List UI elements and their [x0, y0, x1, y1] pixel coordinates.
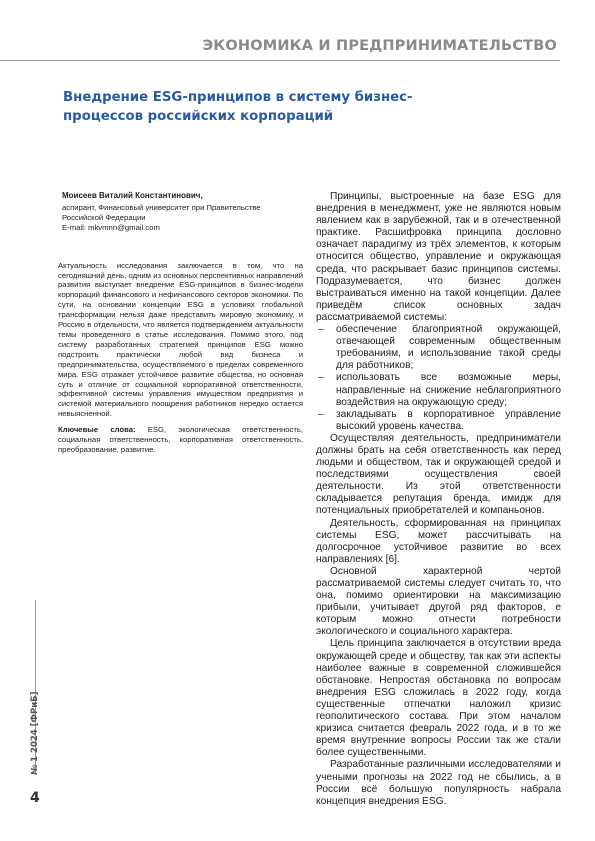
keywords — [58, 425, 303, 455]
body-paragraph: Деятельность, сформированная на принципах системы ESG, может рассчитывать на долгосрочное устойчивое развитие во всех направлениях [6]. — [316, 517, 561, 565]
body-paragraph: Основной характерной чертой рассматриваемой системы следует считать то, что она, помимо ориентировки на максимизацию прибыли, учитывает другой ряд факторов, е которым можно отнести потребности экологического и социального характера. — [316, 565, 561, 638]
issue-label: № 1 2024 [ФРиБ] — [30, 691, 40, 775]
body-paragraph: Принципы, выстроенные на базе ESG для внедрения в менеджмент, уже не являются новым явлением как в зарубежной, так и в отечественной практике. Расшифровка принципа дословно означает парадигму из трёх элементов, к которым относится общество, управление и окружающая среда, что раскрывает базис принципов системы. Подразумевается, что бизнес должен выстраиваться именно на такой концепции. Далее приведём список основных задач рассматриваемой системы: — [316, 191, 561, 323]
page-number: 4 — [30, 790, 40, 806]
list-item: – закладывать в корпоративное управление высокий уровень качества. — [318, 408, 561, 432]
body-text — [316, 191, 561, 808]
author-affiliation: аспирант, Финансовый университет при Правительстве Российской Федерации — [62, 202, 261, 222]
author-block — [58, 191, 303, 233]
list-item: – использовать все возможные меры, направленные на снижение неблагоприятного воздействия на окружающую среду; — [318, 372, 561, 408]
body-paragraph: Осуществляя деятельность, предприниматели должны брать на себя ответственность как перед людьми и обществом, так и окружающей средой и последствиями осуществления своей деятельности. Из этой ответственности складывается репутация бренда, имидж для потенциальных приобретателей и компаньонов. — [316, 432, 561, 517]
list-dash: – — [318, 324, 324, 336]
section-title: ЭКОНОМИКА И ПРЕДПРИНИМАТЕЛЬСТВО — [202, 38, 557, 54]
body-paragraph: Цель принципа заключается в отсутствии вреда окружающей среде и обществу, так как эти аспекты наиболее важные в современной сложившейся обстановке. Непростая обстановка по вопросам внедрения ESG сложилась в 2022 году, когда существенные отпечатки наложил кризис геополитического состава. При этом началом кризиса считается февраль 2022 года, и в то же время внутренние вопросы России так же стали более существенными. — [316, 638, 561, 759]
left-column — [58, 191, 303, 455]
body-paragraph: Разработанные различными исследователями и учеными прогнозы на 2022 год не сбылись, а в России всё большую популярность набрала концепция внедрения ESG. — [316, 759, 561, 807]
header-divider — [0, 60, 560, 61]
task-list — [316, 324, 561, 433]
list-item: – обеспечение благоприятной окружающей, отвечающей современным общественным требованиям, и использование такой среды для работников; — [318, 324, 561, 372]
abstract: Актуальность исследования заключается в том, что на сегодняшний день, одним из основных перспективных направлений развития выступает внедрение ESG-принципов в бизнес-модели корпораций финансового и нефинансового секторов экономики. По сути, на основании концепции ESG в условиях глобальной трансформации нельзя даже представить мировую экономику, и Россию в отдельности, что является подтверждением актуальности темы проведенного в статье исследования. Помимо этого, под систему разработанных стратегией принципов ESG можно подстроить практически любой вид бизнеса и предпринимательства, осуществляемого в пределах современного мира. ESG отражает устойчивое развитие общества, но основная суть и отличие от социальной корпоративной ответственности, эффективной системы управления имуществом предприятия и системой материального поощрения работников нередко остается невыясненной. — [58, 260, 303, 419]
list-dash: – — [318, 408, 324, 420]
keywords-label: Ключевые слова: — [58, 425, 136, 435]
list-dash: – — [318, 372, 324, 384]
author-email: E-mail: mkvmnn@gmail.com — [62, 222, 160, 232]
author-name: Моисеев Виталий Константинович, — [62, 191, 203, 200]
keywords-text: ESG, экологическая ответственность, социальная ответственность, корпоративная ответственность, преобразование, развитие. — [58, 425, 303, 454]
article-title: Внедрение ESG-принципов в систему бизнес-процессов российских корпораций — [63, 90, 413, 124]
